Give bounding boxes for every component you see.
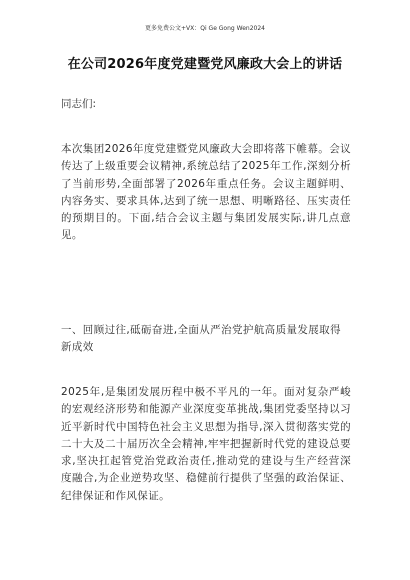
page-title: 在公司2026年度党建暨党风廉政大会上的讲话 [67,57,343,72]
salutation: 同志们: [61,98,97,110]
section-heading: 一、回顾过往,砥砺奋进,全面从严治党护航高质量发展取得新成效 [61,324,341,354]
paragraph-review: 2025年,是集团发展历程中极不平凡的一年。面对复杂严峻的宏观经济形势和能源产业深度变革挑战,集团党委坚持以习近平新时代中国特色社会主义思想为指导,深入贯彻落实党的二十大及二十届历次全会精神,牢牢把握新时代党的建设总要求,坚决扛起管党治党政治责任,推动党的建设与生产经营深度融合,为企业逆势攻坚、稳健前行提供了坚强的政治保证、纪律保证和作风保证。 [61,386,351,502]
header-note: 更多免费公文+VX：Qi Ge Gong Wen2024 [145,25,265,32]
paragraph-intro: 本次集团2026年度党建暨党风廉政大会即将落下帷幕。会议传达了上级重要会议精神,系统总结了2025年工作,深刻分析了当前形势,全面部署了2026年重点任务。会议主题鲜明、内容务实、要求具体,达到了统一思想、明晰路径、压实责任的预期目的。下面,结合会议主题与集团发展实际,讲几点意见。 [61,143,351,242]
